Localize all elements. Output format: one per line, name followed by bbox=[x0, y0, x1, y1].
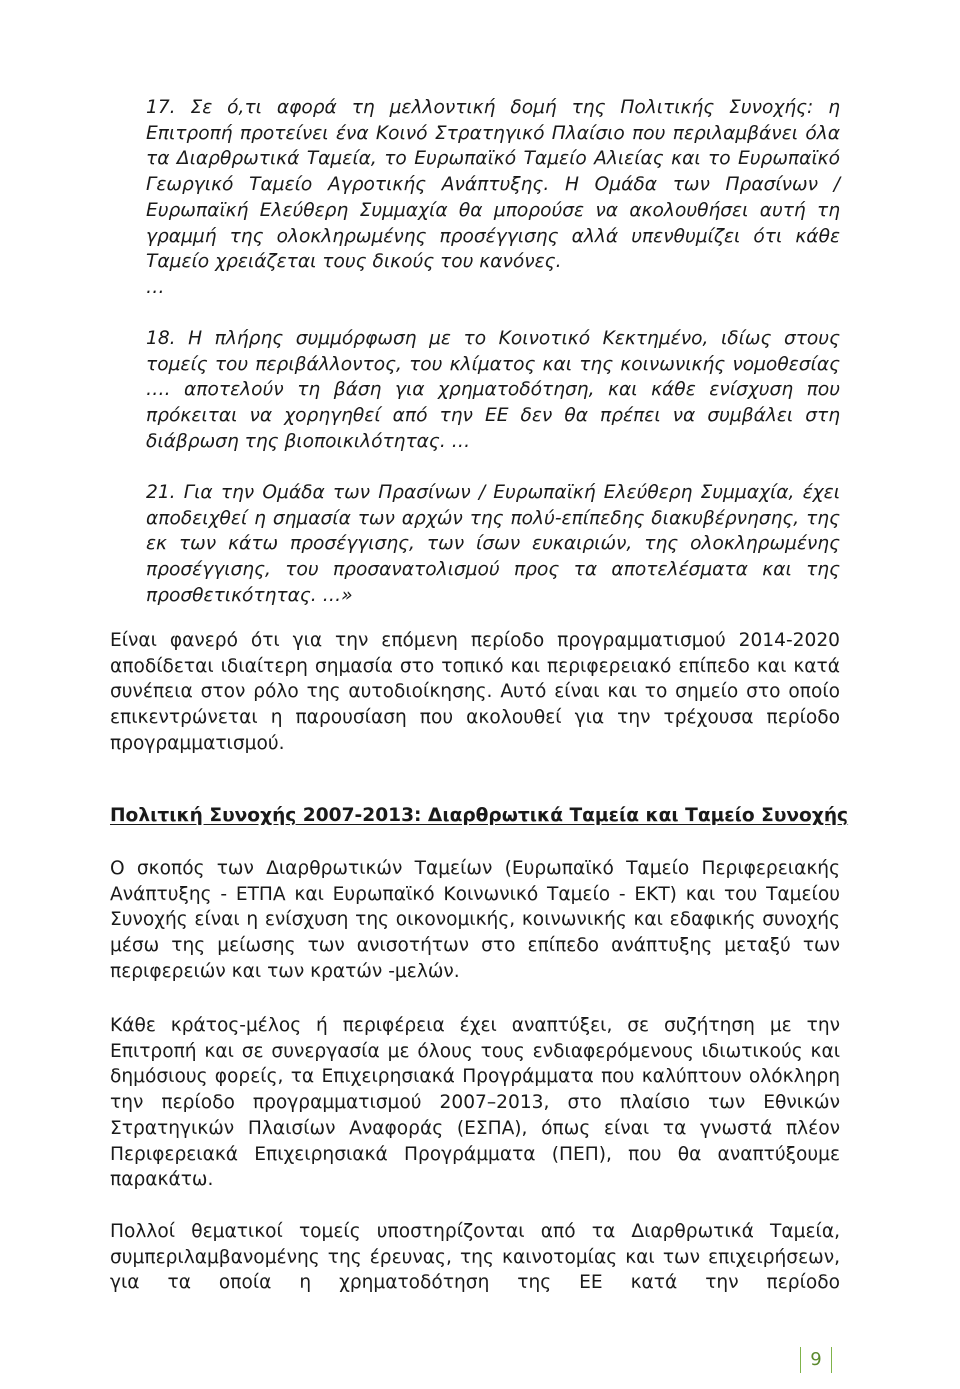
quote-ellipsis: … bbox=[146, 276, 165, 298]
intro-paragraph: Είναι φανερό ότι για την επόμενη περίοδο προγραμματισμού 2014-2020 αποδίδεται ιδιαίτερη σημασία στο τοπικό και περιφερειακό επίπεδο και κατά συνέπεια στον ρόλο της αυτοδιοίκησης. Αυτό είναι και το σημείο στο οποίο επικεντρώνεται η παρουσίαση που ακολουθεί για την τρέχουσα περίοδο προγραμματισμού. bbox=[110, 630, 840, 754]
quote-text: Για την Ομάδα των Πρασίνων / Ευρωπαϊκή Ελεύθερη Συμμαχία, έχει αποδειχθεί η σημασία των αρχών της πολύ-επίπεδης διακυβέρνησης, της εκ των κάτω προσέγγισης, των ίσων ευκαιριών, της ολοκληρωμένης προσέγγισης, του προσανατολισμού προς τα αποτελέσματα και της προσθετικότητας. …» bbox=[146, 482, 840, 606]
quote-text: Η πλήρης συμμόρφωση με το Κοινοτικό Κεκτημένο, ιδίως στους τομείς του περιβάλλοντος, του κλίματος και της κοινωνικής νομοθεσίας …. αποτελούν τη βάση για χρηματοδότηση, και κάθε ενίσχυση που πρόκειται να χορηγηθεί από την ΕΕ δεν θα πρέπει να συμβάλει στη διάβρωση της βιοποικιλότητας. … bbox=[146, 328, 840, 452]
quote-paragraph-17 bbox=[146, 95, 840, 301]
section-paragraph-3: Πολλοί θεματικοί τομείς υποστηρίζονται από τα Διαρθρωτικά Ταμεία, συμπεριλαμβανομένης της έρευνας, της καινοτομίας και των επιχειρήσεων, για τα οποία η χρηματοδότηση της ΕΕ κατά την περίοδο bbox=[110, 1221, 840, 1294]
section-paragraph-1: Ο σκοπός των Διαρθρωτικών Ταμείων (Ευρωπαϊκό Ταμείο Περιφερειακής Ανάπτυξης - ΕΤΠΑ και Ευρωπαϊκό Κοινωνικό Ταμείο - ΕΚΤ) και του Ταμείου Συνοχής είναι η ενίσχυση της οικονομικής, κοινωνικής και εδαφικής συνοχής μέσω της μείωσης των ανισοτήτων στο επίπεδο ανάπτυξης μεταξύ των περιφερειών και των κρατών -μελών. bbox=[110, 858, 840, 982]
page-number: 9 bbox=[800, 1347, 832, 1373]
quote-number: 17. bbox=[146, 97, 176, 118]
quote-number: 18. bbox=[146, 328, 176, 349]
section-heading: Πολιτική Συνοχής 2007-2013: Διαρθρωτικά Ταμεία και Ταμείο Συνοχής bbox=[110, 805, 849, 826]
quote-text: Σε ό,τι αφορά τη μελλοντική δομή της Πολιτικής Συνοχής: η Επιτροπή προτείνει ένα Κοινό Στρατηγικό Πλαίσιο που περιλαμβάνει όλα τα Διαρθρωτικά Ταμεία, το Ευρωπαϊκό Ταμείο Αλιείας και το Ευρωπαϊκό Γεωργικό Ταμείο Αγροτικής Ανάπτυξης. Η Ομάδα των Πρασίνων / Ευρωπαϊκή Ελεύθερη Συμμαχία θα μπορούσε να ακολουθήσει αυτή τη γραμμή της ολοκληρωμένης προσέγγισης αλλά υπενθυμίζει ότι κάθε Ταμείο χρειάζεται τους δικούς του κανόνες. bbox=[146, 97, 840, 273]
section-paragraph-2: Κάθε κράτος-μέλος ή περιφέρεια έχει αναπτύξει, σε συζήτηση με την Επιτροπή και σε συνεργασία με όλους τους ενδιαφερόμενους ιδιωτικούς και δημόσιους φορείς, τα Επιχειρησιακά Προγράμματα που καλύπτουν ολόκληρη την περίοδο προγραμματισμού 2007–2013, στο πλαίσιο των Εθνικών Στρατηγικών Πλαισίων Αναφοράς (ΕΣΠΑ), όπως είναι τα γνωστά πλέον Περιφερειακά Επιχειρησιακά Προγράμματα (ΠΕΠ), που θα αναπτύξουμε παρακάτω. bbox=[110, 1015, 840, 1191]
quote-number: 21. bbox=[146, 482, 176, 503]
quote-paragraph-18 bbox=[146, 326, 840, 455]
quote-paragraph-21 bbox=[146, 480, 840, 609]
